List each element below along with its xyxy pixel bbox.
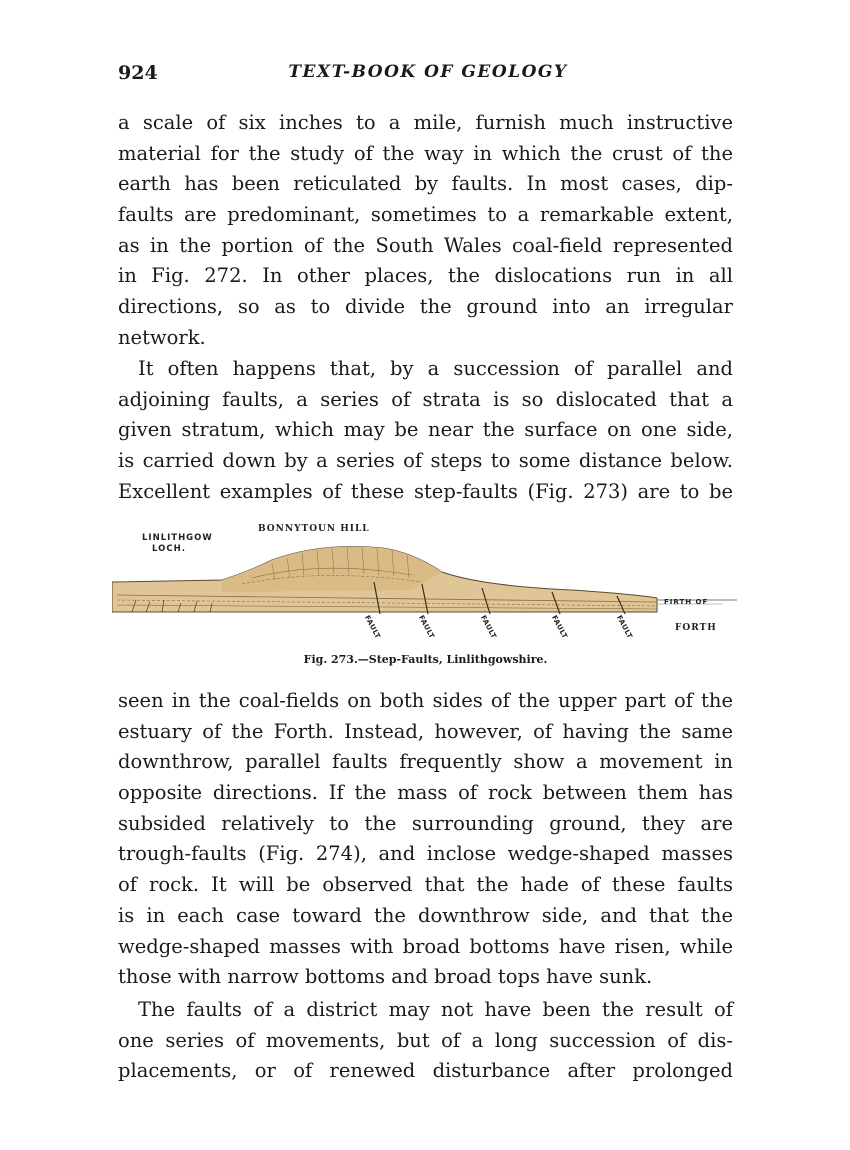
text-line: in Fig. 272. In other places, the dislocations run in all xyxy=(118,264,733,288)
text-line: downthrow, parallel faults frequently show a movement in xyxy=(118,750,733,774)
text-line: is carried down by a series of steps to some distance below. xyxy=(118,449,733,473)
fault-label: FAULT xyxy=(614,614,634,641)
paragraph-4 xyxy=(118,995,733,1087)
label-forth: FORTH xyxy=(675,623,717,633)
text-line: material for the study of the way in which the crust of the xyxy=(118,141,733,165)
text-line: network. xyxy=(118,325,206,349)
text-line: faults are predominant, sometimes to a remarkable extent, xyxy=(118,203,733,227)
page-header xyxy=(118,62,738,92)
text-line: one series of movements, but of a long succession of dis- xyxy=(118,1028,733,1052)
fault-label: FAULT xyxy=(362,614,382,641)
text-line: The faults of a district may not have been the result of xyxy=(138,998,733,1021)
text-line: trough-faults (Fig. 274), and inclose wedge-shaped masses xyxy=(118,842,733,866)
figure-caption: Fig. 273.—Step-Faults, Linlithgowshire. xyxy=(303,653,548,666)
text-line: placements, or of renewed disturbance after prolonged xyxy=(118,1059,733,1083)
paragraph-3 xyxy=(118,686,733,993)
text-line: seen in the coal-fields on both sides of the upper part of the xyxy=(118,689,733,712)
text-line: adjoining faults, a series of strata is so dislocated that a xyxy=(118,387,733,411)
text-line: is in each case toward the downthrow side, and that the xyxy=(118,903,733,927)
figure-step-faults xyxy=(112,520,742,670)
text-line: directions, so as to divide the ground into an irregular xyxy=(118,295,733,319)
running-title: TEXT-BOOK OF GEOLOGY xyxy=(288,62,568,82)
hill-body xyxy=(222,547,442,593)
label-firth-of: FIRTH OF xyxy=(664,598,709,606)
text-line: It often happens that, by a succession of parallel and xyxy=(138,357,733,380)
paragraph-1 xyxy=(118,108,733,354)
text-line: a scale of six inches to a mile, furnish much instructive xyxy=(118,111,733,134)
text-line: as in the portion of the South Wales coal-field represented xyxy=(118,233,733,257)
text-line: those with narrow bottoms and broad tops have sunk. xyxy=(118,965,653,989)
label-bonnytoun-hill: BONNYTOUN HILL xyxy=(258,524,370,534)
label-linlithgow: LINLITHGOW xyxy=(142,533,213,543)
text-line: opposite directions. If the mass of rock between them has xyxy=(118,781,733,805)
fault-label: FAULT xyxy=(549,614,569,641)
text-line: of rock. It will be observed that the hade of these faults xyxy=(118,873,733,897)
page-number: 924 xyxy=(118,62,158,84)
paragraph-2 xyxy=(118,354,733,507)
text-line: subsided relatively to the surrounding ground, they are xyxy=(118,811,733,835)
fault-label: FAULT xyxy=(416,614,436,641)
label-loch: LOCH. xyxy=(152,544,186,554)
text-line: given stratum, which may be near the surface on one side, xyxy=(118,418,733,442)
text-line: estuary of the Forth. Instead, however, of having the same xyxy=(118,719,733,743)
text-line: Excellent examples of these step-faults (Fig. 273) are to be xyxy=(118,479,733,503)
text-line: wedge-shaped masses with broad bottoms have risen, while xyxy=(118,934,733,958)
text-line: earth has been reticulated by faults. In most cases, dip- xyxy=(118,172,733,196)
fault-label: FAULT xyxy=(478,614,498,641)
